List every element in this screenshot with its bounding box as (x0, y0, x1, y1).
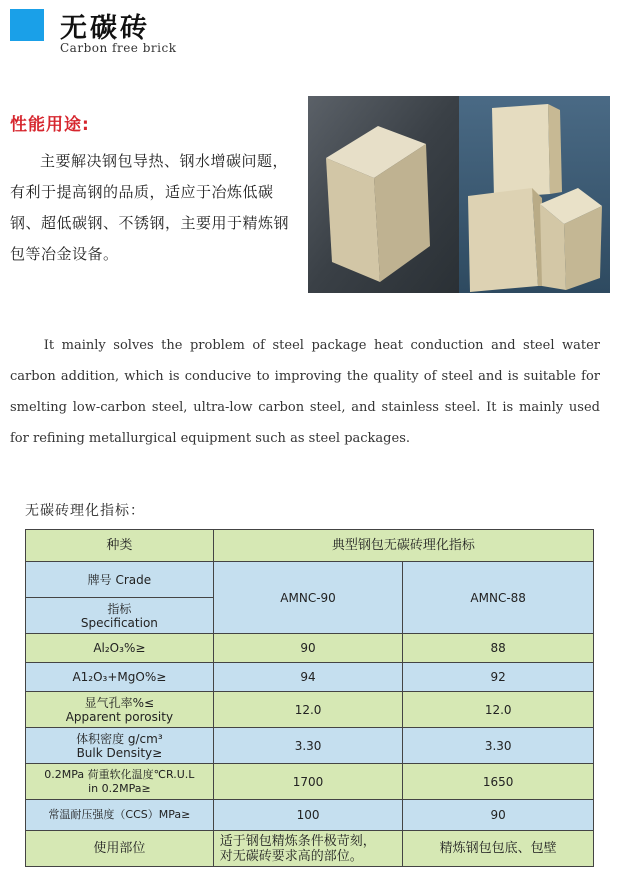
row-label (26, 764, 214, 800)
row-value-1: 90 (213, 634, 403, 663)
row-label (26, 728, 214, 764)
row-label: A1₂O₃+MgO%≥ (26, 663, 214, 692)
table-row (26, 728, 594, 764)
row-value-1: 3.30 (213, 728, 403, 764)
row-label-line1: 0.2MPa 荷重软化温度℃R.U.L (44, 767, 195, 781)
row-value-2: 12.0 (403, 692, 594, 728)
row-value-1: 1700 (213, 764, 403, 800)
usage-value-1 (213, 831, 403, 867)
row-label: Al₂O₃%≥ (26, 634, 214, 663)
title-accent-block (10, 9, 44, 41)
brick-photo-icon (308, 96, 610, 293)
table-row (26, 692, 594, 728)
grade-label: 牌号 Crade (26, 562, 214, 598)
page-title: 无碳砖 (60, 13, 150, 44)
row-label (26, 692, 214, 728)
row-value-2: 90 (403, 800, 594, 831)
usage-label: 使用部位 (26, 831, 214, 867)
row-label-line1: 体积密度 g/cm³ (76, 731, 163, 746)
row-label-line2: Bulk Density≥ (76, 745, 163, 760)
performance-cn-paragraph: 主要解决钢包导热、钢水增碳问题，有利于提高钢的品质，适应于冶炼低碳钢、超低碳钢、不锈钢，主要用于精炼钢包等冶金设备。 (10, 152, 290, 263)
table-title: 无碳砖理化指标： (25, 503, 145, 519)
row-value-1: 100 (213, 800, 403, 831)
spec-table (25, 529, 594, 867)
row-value-2: 1650 (403, 764, 594, 800)
brick-photo (308, 96, 610, 293)
grade-1: AMNC-90 (213, 562, 403, 634)
performance-heading: 性能用途: (10, 115, 90, 135)
row-value-2: 3.30 (403, 728, 594, 764)
row-label: 常温耐压强度（CCS）MPa≥ (26, 800, 214, 831)
row-value-2: 92 (403, 663, 594, 692)
table-row (26, 800, 594, 831)
table-row (26, 562, 594, 598)
table-row (26, 831, 594, 867)
performance-en-paragraph: It mainly solves the problem of steel package heat conduction and steel water carbon addition, which is conducive to improving the quality of steel and is suitable for smelting low-carbon steel, ultra-low carbon steel, and stainless steel. It is mainly used for refining metallurgical equipment such as steel packages. (10, 338, 600, 446)
row-value-1: 94 (213, 663, 403, 692)
performance-en-text (10, 330, 600, 454)
row-value-2: 88 (403, 634, 594, 663)
table-row (26, 634, 594, 663)
table-row (26, 764, 594, 800)
spec-label (26, 598, 214, 634)
grade-2: AMNC-88 (403, 562, 594, 634)
page-subtitle: Carbon free brick (60, 41, 177, 55)
header-type: 种类 (26, 530, 214, 562)
table-row (26, 530, 594, 562)
row-label-line2: Apparent porosity (65, 709, 174, 724)
row-label-line2: in 0.2MPa≥ (88, 781, 151, 795)
usage-value-1-line2: 对无碳砖要求高的部位。 (219, 848, 363, 864)
performance-cn-text (10, 146, 302, 270)
usage-value-2: 精炼钢包包底、包壁 (403, 831, 594, 867)
spec-label-cn: 指标 (107, 601, 132, 616)
row-value-1: 12.0 (213, 692, 403, 728)
table-row (26, 663, 594, 692)
row-label-line1: 显气孔率%≤ (84, 695, 155, 710)
spec-label-en: Specification (80, 615, 158, 630)
usage-value-1-line1: 适于钢包精炼条件极苛刻， (219, 833, 376, 849)
header-spec: 典型钢包无碳砖理化指标 (213, 530, 593, 562)
